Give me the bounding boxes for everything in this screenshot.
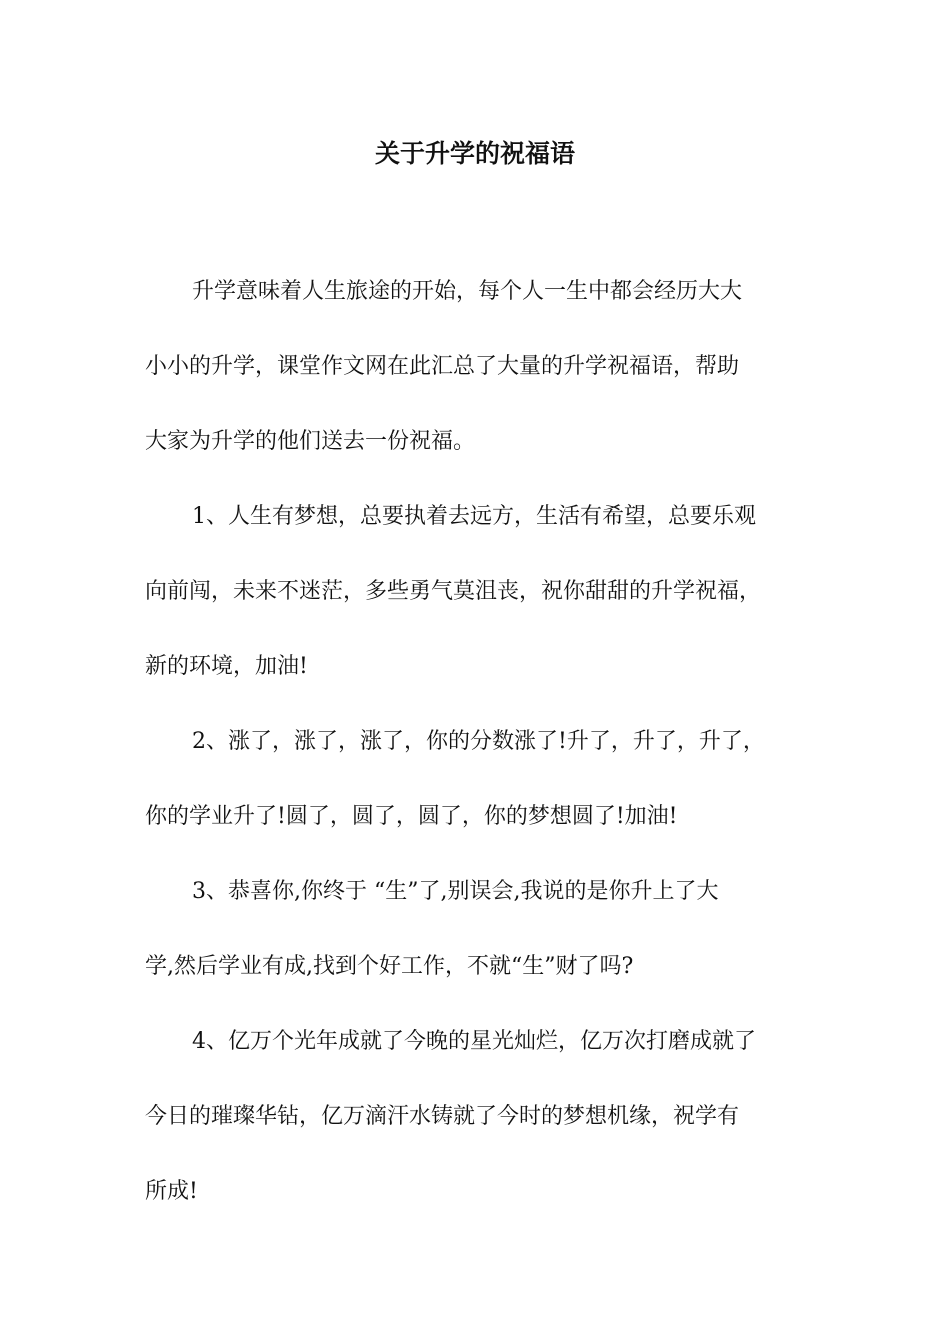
paragraph-wish-4 bbox=[145, 1004, 825, 1229]
document-title: 关于升学的祝福语 bbox=[374, 139, 575, 168]
text-line: 3、恭喜你,你终于 “生”了,别误会,我说的是你升上了大 bbox=[192, 879, 719, 904]
text-line: 2、涨了，涨了，涨了，你的分数涨了!升了，升了，升了， bbox=[192, 729, 765, 754]
text-line: 新的环境，加油! bbox=[145, 654, 308, 679]
paragraph-wish-3 bbox=[145, 854, 825, 1004]
text-line: 4、亿万个光年成就了今晚的星光灿烂，亿万次打磨成就了 bbox=[192, 1029, 756, 1054]
paragraph-intro bbox=[145, 254, 825, 479]
paragraph-wish-1 bbox=[145, 479, 825, 704]
text-line: 你的学业升了!圆了，圆了，圆了，你的梦想圆了!加油! bbox=[145, 804, 678, 829]
document-body bbox=[145, 254, 825, 1229]
paragraph-wish-2 bbox=[145, 704, 825, 854]
text-line: 1、人生有梦想，总要执着去远方，生活有希望，总要乐观 bbox=[192, 504, 756, 529]
text-line: 所成! bbox=[145, 1179, 198, 1204]
text-line: 小小的升学，课堂作文网在此汇总了大量的升学祝福语，帮助 bbox=[145, 354, 740, 379]
text-line: 升学意味着人生旅途的开始，每个人一生中都会经历大大 bbox=[192, 279, 743, 304]
text-line: 大家为升学的他们送去一份祝福。 bbox=[145, 429, 476, 454]
text-line: 今日的璀璨华钻，亿万滴汗水铸就了今时的梦想机缘，祝学有 bbox=[145, 1104, 740, 1129]
text-line: 向前闯，未来不迷茫，多些勇气莫沮丧，祝你甜甜的升学祝福， bbox=[145, 579, 762, 604]
text-line: 学,然后学业有成,找到个好工作，不就“生”财了吗? bbox=[145, 954, 634, 979]
